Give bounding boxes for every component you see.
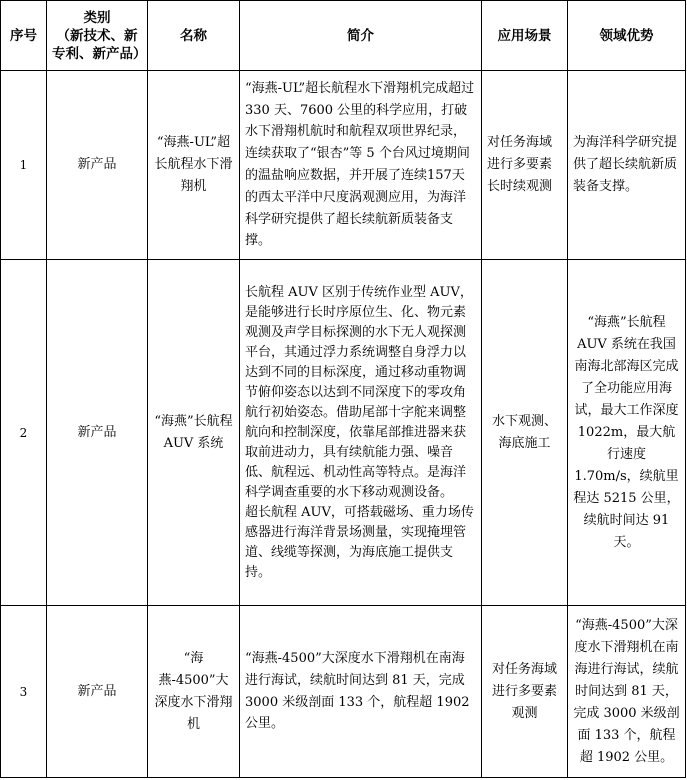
header-category [47, 1, 148, 71]
row-advantage: “海燕”长航程 AUV 系统在我国南海北部海区完成了全功能应用海试，最大工作深度 1022m，最大航行速度 1.70m/s，续航里程达 5215 公里，续航时间达 91 天。 [568, 260, 686, 606]
table-row [1, 260, 686, 606]
row-index: 2 [1, 260, 47, 606]
row-intro-paragraph-2: 超长航程 AUV，可搭载磁场、重力场传感器进行海洋背景场测量，实现掩埋管道、线缆等探测，为海底施工提供支持。 [245, 504, 474, 580]
row-name: “海燕”长航程 AUV 系统 [148, 260, 240, 606]
row-advantage: “海燕-4500”大深度水下滑翔机在南海进行海试，续航时间达到 81 天，完成 3000 米级剖面 133 个，航程超 1902 公里。 [568, 606, 686, 778]
header-index: 序号 [1, 1, 47, 71]
header-name: 名称 [148, 1, 240, 71]
header-intro: 简介 [240, 1, 482, 71]
header-scenario: 应用场景 [482, 1, 568, 71]
row-scenario: 对任务海域进行多要素观测 [482, 606, 568, 778]
header-category-text: 类别 （新技术、新专利、新产品） [52, 9, 147, 62]
row-name: “海燕-UL”超长航程水下滑翔机 [148, 71, 240, 260]
row-index: 3 [1, 606, 47, 778]
table-row [1, 606, 686, 778]
row-intro: “海燕-UL”超长航程水下滑翔机完成超过 330 天、7600 公里的科学应用，打破水下滑翔机航时和航程双项世界纪录，连续获取了“银杏”等 5 个台风过境期间的温盐响应数据，并开展了连续157天的西太平洋中尺度涡观测应用，为海洋科学研究提供了超长续航新质装备支撑。 [240, 71, 482, 260]
row-scenario: 水下观测、海底施工 [482, 260, 568, 606]
header-advantage: 领域优势 [568, 1, 686, 71]
row-name: “海燕-4500”大深度水下滑翔机 [148, 606, 240, 778]
row-intro-paragraph-1: 长航程 AUV 区别于传统作业型 AUV，是能够进行长时序原位生、化、物元素观测及声学目标探测的水下无人观探测平台，其通过浮力系统调整自身浮力以达到不同的目标深度，通过移动重物调节俯仰姿态以达到不同深度下的零攻角航行初始姿态。借助尾部十字舵来调整航向和控制深度，依靠尾部推进器来获取前进动力，具有续航能力强、噪音低、航程远、机动性高等特点。是海洋科学调查重要的水下移动观测设备。 [245, 284, 473, 500]
header-row [1, 1, 686, 71]
row-index: 1 [1, 71, 47, 260]
row-intro [240, 260, 482, 606]
row-category: 新产品 [47, 71, 148, 260]
row-category: 新产品 [47, 606, 148, 778]
table-row [1, 71, 686, 260]
row-intro: “海燕-4500”大深度水下滑翔机在南海进行海试，续航时间达到 81 天，完成 3000 米级剖面 133 个，航程超 1902 公里。 [240, 606, 482, 778]
row-advantage: 为海洋科学研究提供了超长续航新质装备支撑。 [568, 71, 686, 260]
row-scenario: 对任务海域进行多要素长时续观测 [482, 71, 568, 260]
row-category: 新产品 [47, 260, 148, 606]
